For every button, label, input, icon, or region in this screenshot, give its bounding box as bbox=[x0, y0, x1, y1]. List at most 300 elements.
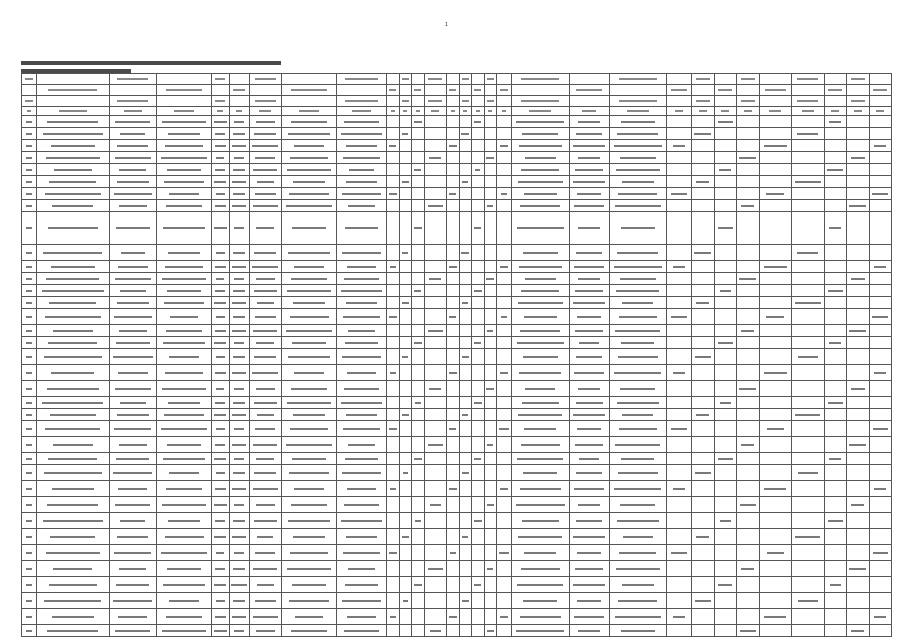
table-cell bbox=[424, 453, 447, 465]
table-cell bbox=[157, 337, 212, 349]
table-cell bbox=[847, 577, 870, 593]
table-cell bbox=[714, 529, 737, 545]
table-cell bbox=[869, 176, 892, 188]
table-cell bbox=[497, 609, 512, 625]
table-cell bbox=[737, 116, 760, 128]
table-cell bbox=[249, 453, 282, 465]
table-cell bbox=[692, 625, 715, 637]
table-cell bbox=[792, 453, 825, 465]
table-cell bbox=[692, 152, 715, 164]
table-cell bbox=[792, 261, 825, 273]
table-cell bbox=[229, 261, 249, 273]
table-cell bbox=[109, 273, 157, 285]
header-cell bbox=[512, 107, 570, 116]
table-cell bbox=[157, 513, 212, 529]
table-cell bbox=[387, 609, 400, 625]
table-cell bbox=[37, 128, 110, 140]
table-cell bbox=[459, 397, 472, 409]
table-cell bbox=[212, 397, 230, 409]
table-row bbox=[22, 212, 892, 245]
header-cell bbox=[847, 96, 870, 107]
table-cell bbox=[692, 561, 715, 577]
table-cell bbox=[824, 397, 847, 409]
table-cell bbox=[792, 245, 825, 261]
header-cell bbox=[109, 96, 157, 107]
table-cell bbox=[737, 349, 760, 365]
table-cell bbox=[759, 465, 792, 481]
table-cell bbox=[412, 497, 425, 513]
table-cell bbox=[229, 577, 249, 593]
table-cell bbox=[229, 309, 249, 325]
table-cell bbox=[484, 609, 497, 625]
header-cell bbox=[869, 85, 892, 96]
table-cell bbox=[22, 245, 37, 261]
table-cell bbox=[472, 365, 485, 381]
table-cell bbox=[484, 397, 497, 409]
table-cell bbox=[424, 297, 447, 309]
table-cell bbox=[424, 349, 447, 365]
table-cell bbox=[497, 465, 512, 481]
table-cell bbox=[869, 593, 892, 609]
table-cell bbox=[792, 200, 825, 212]
table-cell bbox=[472, 164, 485, 176]
table-cell bbox=[759, 188, 792, 200]
table-cell bbox=[424, 285, 447, 297]
table-cell bbox=[157, 593, 212, 609]
table-cell bbox=[512, 513, 570, 529]
table-cell bbox=[667, 577, 692, 593]
table-cell bbox=[692, 285, 715, 297]
table-row bbox=[22, 465, 892, 481]
table-cell bbox=[667, 212, 692, 245]
table-cell bbox=[759, 381, 792, 397]
table-cell bbox=[282, 609, 337, 625]
table-cell bbox=[212, 116, 230, 128]
table-cell bbox=[714, 421, 737, 437]
table-cell bbox=[212, 309, 230, 325]
table-cell bbox=[609, 409, 667, 421]
table-cell bbox=[22, 365, 37, 381]
table-cell bbox=[714, 152, 737, 164]
table-cell bbox=[667, 273, 692, 285]
table-cell bbox=[249, 273, 282, 285]
table-cell bbox=[472, 128, 485, 140]
table-cell bbox=[667, 164, 692, 176]
header-cell bbox=[459, 107, 472, 116]
table-cell bbox=[737, 421, 760, 437]
header-cell bbox=[847, 107, 870, 116]
table-cell bbox=[824, 577, 847, 593]
table-cell bbox=[497, 593, 512, 609]
table-cell bbox=[512, 497, 570, 513]
table-cell bbox=[387, 309, 400, 325]
table-cell bbox=[412, 325, 425, 337]
header-cell bbox=[497, 74, 512, 85]
header-row bbox=[22, 85, 892, 96]
table-cell bbox=[282, 152, 337, 164]
table-cell bbox=[109, 409, 157, 421]
table-cell bbox=[459, 188, 472, 200]
table-cell bbox=[609, 465, 667, 481]
table-cell bbox=[759, 285, 792, 297]
table-cell bbox=[692, 381, 715, 397]
table-cell bbox=[792, 116, 825, 128]
header-cell bbox=[459, 85, 472, 96]
table-cell bbox=[447, 497, 460, 513]
header-cell bbox=[229, 107, 249, 116]
table-cell bbox=[157, 140, 212, 152]
table-cell bbox=[824, 465, 847, 481]
table-cell bbox=[249, 325, 282, 337]
table-cell bbox=[337, 152, 387, 164]
header-cell bbox=[249, 96, 282, 107]
table-cell bbox=[282, 465, 337, 481]
table-cell bbox=[824, 188, 847, 200]
table-cell bbox=[824, 561, 847, 577]
table-cell bbox=[609, 116, 667, 128]
table-cell bbox=[512, 273, 570, 285]
header-cell bbox=[792, 85, 825, 96]
table-cell bbox=[157, 116, 212, 128]
header-cell bbox=[157, 96, 212, 107]
table-cell bbox=[512, 421, 570, 437]
table-cell bbox=[229, 152, 249, 164]
table-cell bbox=[824, 140, 847, 152]
table-cell bbox=[282, 261, 337, 273]
table-cell bbox=[249, 529, 282, 545]
table-cell bbox=[484, 309, 497, 325]
table-cell bbox=[459, 365, 472, 381]
table-cell bbox=[399, 261, 412, 273]
table-cell bbox=[337, 200, 387, 212]
table-cell bbox=[569, 453, 609, 465]
table-cell bbox=[459, 453, 472, 465]
table-cell bbox=[282, 297, 337, 309]
table-row bbox=[22, 545, 892, 561]
table-cell bbox=[337, 453, 387, 465]
table-cell bbox=[399, 188, 412, 200]
table-cell bbox=[497, 261, 512, 273]
table-cell bbox=[412, 116, 425, 128]
table-cell bbox=[714, 200, 737, 212]
table-cell bbox=[714, 465, 737, 481]
table-cell bbox=[212, 625, 230, 637]
table-cell bbox=[157, 409, 212, 421]
table-cell bbox=[759, 497, 792, 513]
table-cell bbox=[737, 261, 760, 273]
table-cell bbox=[412, 152, 425, 164]
table-cell bbox=[847, 481, 870, 497]
table-cell bbox=[157, 465, 212, 481]
table-cell bbox=[37, 164, 110, 176]
table-cell bbox=[399, 164, 412, 176]
table-cell bbox=[792, 188, 825, 200]
table-cell bbox=[484, 261, 497, 273]
table-cell bbox=[412, 337, 425, 349]
header-cell bbox=[424, 74, 447, 85]
table-cell bbox=[484, 561, 497, 577]
table-cell bbox=[337, 309, 387, 325]
table-cell bbox=[569, 273, 609, 285]
table-cell bbox=[484, 176, 497, 188]
table-cell bbox=[109, 176, 157, 188]
header-cell bbox=[229, 74, 249, 85]
table-cell bbox=[212, 561, 230, 577]
table-cell bbox=[569, 409, 609, 421]
table-cell bbox=[792, 212, 825, 245]
table-cell bbox=[472, 577, 485, 593]
table-cell bbox=[22, 513, 37, 529]
table-cell bbox=[714, 325, 737, 337]
header-cell bbox=[459, 74, 472, 85]
table-cell bbox=[869, 164, 892, 176]
table-cell bbox=[387, 116, 400, 128]
table-cell bbox=[847, 116, 870, 128]
table-cell bbox=[424, 245, 447, 261]
table-cell bbox=[282, 325, 337, 337]
table-cell bbox=[569, 116, 609, 128]
table-cell bbox=[157, 349, 212, 365]
table-cell bbox=[229, 188, 249, 200]
table-cell bbox=[399, 140, 412, 152]
table-cell bbox=[667, 261, 692, 273]
header-cell bbox=[337, 85, 387, 96]
table-cell bbox=[792, 545, 825, 561]
table-cell bbox=[824, 245, 847, 261]
table-cell bbox=[667, 625, 692, 637]
table-cell bbox=[569, 561, 609, 577]
table-cell bbox=[472, 593, 485, 609]
table-cell bbox=[412, 545, 425, 561]
table-cell bbox=[22, 497, 37, 513]
table-cell bbox=[387, 529, 400, 545]
table-cell bbox=[512, 381, 570, 397]
table-cell bbox=[792, 437, 825, 453]
table-cell bbox=[737, 465, 760, 481]
table-cell bbox=[229, 365, 249, 381]
table-cell bbox=[459, 245, 472, 261]
header-cell bbox=[282, 74, 337, 85]
table-cell bbox=[399, 297, 412, 309]
table-cell bbox=[759, 200, 792, 212]
table-row bbox=[22, 188, 892, 200]
table-cell bbox=[512, 297, 570, 309]
table-cell bbox=[792, 349, 825, 365]
table-cell bbox=[497, 128, 512, 140]
header-cell bbox=[472, 107, 485, 116]
table-cell bbox=[157, 188, 212, 200]
header-cell bbox=[22, 85, 37, 96]
table-cell bbox=[157, 164, 212, 176]
table-cell bbox=[412, 421, 425, 437]
table-cell bbox=[424, 200, 447, 212]
table-cell bbox=[497, 309, 512, 325]
table-cell bbox=[497, 625, 512, 637]
table-cell bbox=[847, 409, 870, 421]
table-cell bbox=[737, 285, 760, 297]
header-cell bbox=[212, 85, 230, 96]
table-cell bbox=[412, 285, 425, 297]
table-cell bbox=[37, 297, 110, 309]
table-cell bbox=[22, 577, 37, 593]
table-row bbox=[22, 497, 892, 513]
table-cell bbox=[759, 349, 792, 365]
table-cell bbox=[447, 545, 460, 561]
table-cell bbox=[824, 609, 847, 625]
table-cell bbox=[387, 176, 400, 188]
table-cell bbox=[667, 297, 692, 309]
table-cell bbox=[714, 593, 737, 609]
table-cell bbox=[484, 200, 497, 212]
table-cell bbox=[22, 325, 37, 337]
table-cell bbox=[737, 200, 760, 212]
table-cell bbox=[459, 593, 472, 609]
table-cell bbox=[459, 325, 472, 337]
table-cell bbox=[337, 116, 387, 128]
header-cell bbox=[37, 85, 110, 96]
table-cell bbox=[212, 297, 230, 309]
table-cell bbox=[212, 481, 230, 497]
table-cell bbox=[37, 212, 110, 245]
table-cell bbox=[157, 481, 212, 497]
table-cell bbox=[157, 128, 212, 140]
table-cell bbox=[667, 285, 692, 297]
table-row bbox=[22, 297, 892, 309]
table-cell bbox=[459, 140, 472, 152]
table-cell bbox=[249, 337, 282, 349]
table-cell bbox=[792, 529, 825, 545]
table-cell bbox=[229, 437, 249, 453]
table-cell bbox=[737, 497, 760, 513]
table-cell bbox=[824, 625, 847, 637]
table-cell bbox=[714, 481, 737, 497]
table-cell bbox=[249, 381, 282, 397]
table-cell bbox=[692, 481, 715, 497]
table-cell bbox=[714, 437, 737, 453]
table-cell bbox=[512, 545, 570, 561]
table-cell bbox=[869, 116, 892, 128]
table-cell bbox=[249, 481, 282, 497]
table-cell bbox=[667, 497, 692, 513]
table-cell bbox=[569, 609, 609, 625]
table-cell bbox=[459, 561, 472, 577]
table-cell bbox=[109, 285, 157, 297]
table-cell bbox=[337, 140, 387, 152]
table-row bbox=[22, 409, 892, 421]
table-cell bbox=[229, 465, 249, 481]
table-cell bbox=[459, 116, 472, 128]
table-cell bbox=[714, 513, 737, 529]
table-cell bbox=[472, 625, 485, 637]
header-cell bbox=[667, 85, 692, 96]
table-cell bbox=[22, 561, 37, 577]
table-cell bbox=[249, 200, 282, 212]
table-cell bbox=[512, 261, 570, 273]
table-cell bbox=[212, 421, 230, 437]
table-cell bbox=[759, 212, 792, 245]
table-cell bbox=[609, 593, 667, 609]
table-cell bbox=[109, 545, 157, 561]
table-cell bbox=[447, 337, 460, 349]
table-cell bbox=[847, 453, 870, 465]
table-cell bbox=[869, 397, 892, 409]
table-cell bbox=[447, 297, 460, 309]
table-cell bbox=[792, 561, 825, 577]
table-cell bbox=[824, 529, 847, 545]
table-cell bbox=[847, 497, 870, 513]
table-cell bbox=[249, 261, 282, 273]
table-cell bbox=[412, 140, 425, 152]
table-cell bbox=[399, 152, 412, 164]
header-cell bbox=[824, 96, 847, 107]
table-cell bbox=[412, 593, 425, 609]
table-row bbox=[22, 577, 892, 593]
table-cell bbox=[37, 561, 110, 577]
table-cell bbox=[447, 140, 460, 152]
table-cell bbox=[847, 421, 870, 437]
table-cell bbox=[692, 309, 715, 325]
table-cell bbox=[609, 325, 667, 337]
table-cell bbox=[212, 285, 230, 297]
table-row bbox=[22, 453, 892, 465]
table-cell bbox=[22, 188, 37, 200]
table-cell bbox=[337, 409, 387, 421]
table-cell bbox=[447, 261, 460, 273]
table-cell bbox=[824, 545, 847, 561]
table-cell bbox=[212, 365, 230, 381]
table-cell bbox=[609, 200, 667, 212]
table-cell bbox=[424, 128, 447, 140]
table-cell bbox=[109, 337, 157, 349]
table-cell bbox=[692, 337, 715, 349]
table-cell bbox=[157, 381, 212, 397]
header-cell bbox=[569, 85, 609, 96]
table-cell bbox=[447, 465, 460, 481]
table-cell bbox=[109, 152, 157, 164]
table-cell bbox=[737, 409, 760, 421]
table-cell bbox=[512, 200, 570, 212]
table-row bbox=[22, 309, 892, 325]
table-cell bbox=[387, 152, 400, 164]
table-cell bbox=[109, 200, 157, 212]
table-cell bbox=[399, 128, 412, 140]
table-cell bbox=[869, 421, 892, 437]
table-cell bbox=[869, 261, 892, 273]
header-cell bbox=[387, 74, 400, 85]
table-cell bbox=[412, 261, 425, 273]
table-cell bbox=[569, 309, 609, 325]
table-cell bbox=[484, 140, 497, 152]
table-cell bbox=[667, 529, 692, 545]
table-cell bbox=[447, 325, 460, 337]
table-cell bbox=[282, 561, 337, 577]
table-cell bbox=[157, 421, 212, 437]
table-cell bbox=[399, 545, 412, 561]
table-cell bbox=[447, 245, 460, 261]
table-cell bbox=[109, 561, 157, 577]
table-cell bbox=[249, 577, 282, 593]
table-cell bbox=[212, 140, 230, 152]
table-cell bbox=[447, 309, 460, 325]
table-cell bbox=[714, 188, 737, 200]
table-row bbox=[22, 164, 892, 176]
table-cell bbox=[472, 176, 485, 188]
table-cell bbox=[22, 164, 37, 176]
table-cell bbox=[37, 437, 110, 453]
table-cell bbox=[387, 577, 400, 593]
table-cell bbox=[792, 421, 825, 437]
table-cell bbox=[157, 577, 212, 593]
